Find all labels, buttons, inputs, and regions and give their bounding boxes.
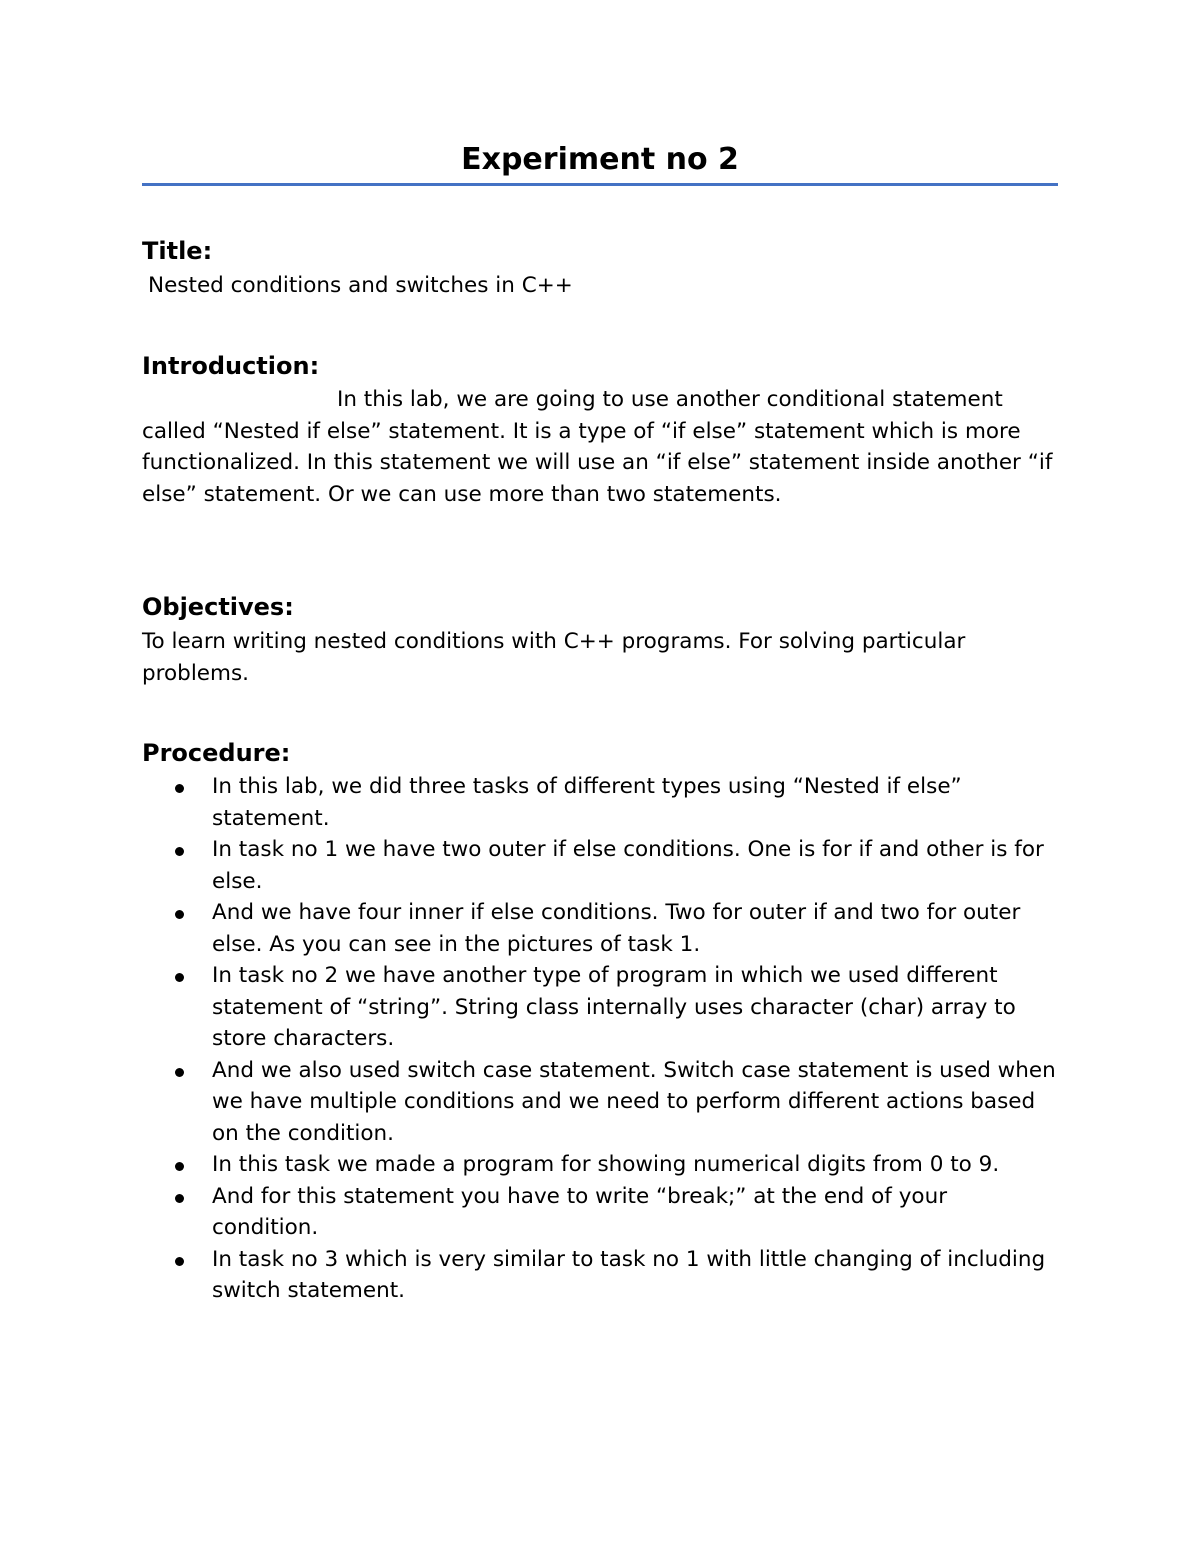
procedure-item (142, 1181, 1058, 1244)
bullet-icon (175, 847, 184, 856)
bullet-icon (175, 1257, 184, 1266)
objectives-heading: Objectives: (142, 593, 294, 621)
document-title: Experiment no 2 (461, 142, 739, 177)
procedure-item (142, 960, 1058, 1055)
procedure-item (142, 1244, 1058, 1307)
introduction-text: In this lab, we are going to use another conditional statement called “Nested if else” statement. It is a type of “if else” statement which is more functionalized. In this statement we will use an “if else” statement inside another “if else” statement. Or we can use more than two statements. (142, 387, 1053, 507)
bullet-icon (175, 1162, 184, 1171)
procedure-item-text: In this task we made a program for showing numerical digits from 0 to 9. (212, 1152, 1000, 1177)
bullet-icon (175, 784, 184, 793)
procedure-item (142, 834, 1058, 897)
procedure-item-text: And we have four inner if else conditions. Two for outer if and two for outer else. As you can see in the pictures of task 1. (212, 900, 1021, 957)
procedure-item-text: In this lab, we did three tasks of different types using “Nested if else” statement. (212, 774, 962, 831)
procedure-heading: Procedure: (142, 739, 291, 767)
procedure-list (142, 771, 1058, 1307)
procedure-item (142, 897, 1058, 960)
title-text: Nested conditions and switches in C++ (148, 273, 573, 298)
procedure-item-text: And we also used switch case statement. Switch case statement is used when we have multiple conditions and we need to perform different actions based on the condition. (212, 1057, 1056, 1146)
procedure-item-text: In task no 2 we have another type of program in which we used different statement of “string”. String class internally uses character (char) array to store characters. (212, 963, 1016, 1051)
bullet-icon (175, 910, 184, 919)
bullet-icon (175, 1194, 184, 1203)
procedure-item (142, 1149, 1058, 1181)
procedure-item-text: In task no 3 which is very similar to task no 1 with little changing of including switch statement. (212, 1246, 1046, 1303)
objectives-text: To learn writing nested conditions with C++ programs. For solving particular problems. (142, 629, 966, 686)
procedure-item (142, 1055, 1058, 1150)
procedure-item-text: In task no 1 we have two outer if else conditions. One is for if and other is for else. (212, 837, 1044, 894)
bullet-icon (175, 1068, 184, 1077)
title-underline (142, 183, 1058, 186)
introduction-heading: Introduction: (142, 352, 320, 380)
procedure-item-text: And for this statement you have to write “break;” at the end of your condition. (212, 1183, 948, 1240)
procedure-item (142, 771, 1058, 834)
bullet-icon (175, 973, 184, 982)
title-heading: Title: (142, 237, 213, 265)
